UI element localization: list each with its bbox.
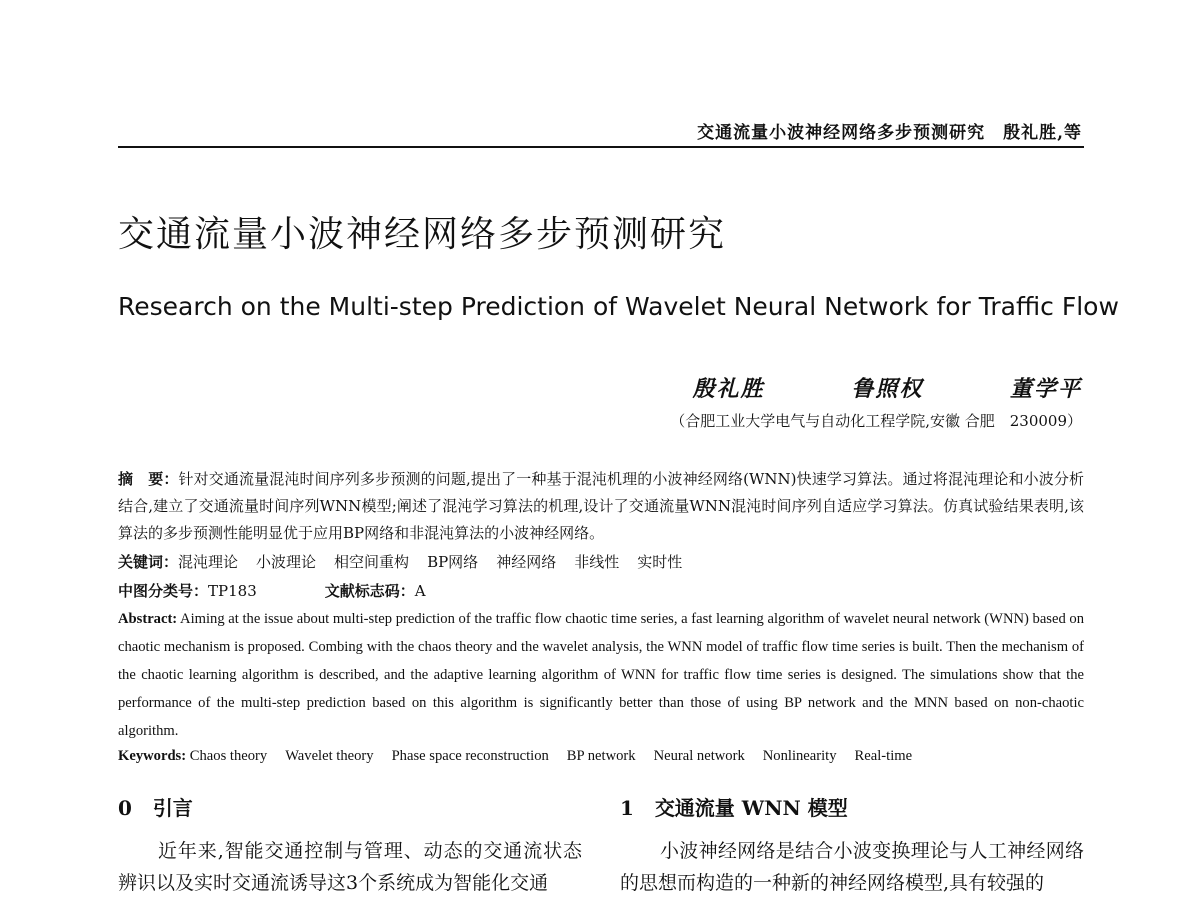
section-title: 交通流量 WNN 模型: [654, 796, 848, 820]
clc-label: 中图分类号：: [118, 582, 209, 600]
body-text-left-column: 近年来,智能交通控制与管理、动态的交通流状态辨识以及实时交通流诱导这3个系统成为智能化交通: [118, 840, 582, 894]
header-rule: [118, 146, 1084, 148]
keyword-en: BP network: [566, 748, 636, 764]
abstract-en-text: Aiming at the issue about multi-step prediction of the traffic flow chaotic time series, a fast learning algorithm of wavelet neural network (WNN) based on chaotic mechanism is proposed. Combing with the chaos theory and the wavelet analysis, the WNN model of traffic flow time series is built. Then the mechanism of the chaotic learning algorithm is described, and the adaptive learning algorithm of WNN for traffic flow time series is designed. The simulations show that the performance of the multi-step prediction based on this algorithm is significantly better than those of using BP network and the MNN based on non-chaotic algorithm.: [118, 611, 1085, 739]
keyword-cn: 非线性: [574, 553, 620, 571]
section-title: 引言: [152, 796, 193, 820]
author-2: 鲁照权: [851, 376, 924, 402]
section-heading-wnn-model: [620, 792, 848, 821]
abstract-cn-label: 摘 要：: [118, 470, 179, 488]
keyword-en: Chaos theory: [189, 748, 268, 764]
affiliation: （合肥工业大学电气与自动化工程学院,安徽 合肥 230009）: [670, 412, 1082, 430]
section-number: 1: [620, 796, 634, 820]
section-number: 0: [118, 796, 132, 820]
abstract-cn-text: 针对交通流量混沌时间序列多步预测的问题,提出了一种基于混沌机理的小波神经网络(WNN)快速学习算法。通过将混沌理论和小波分析结合,建立了交通流量时间序列WNN模型;阐述了混沌学习算法的机理,设计了交通流量WNN混沌时间序列自适应学习算法。仿真试验结果表明,该算法的多步预测性能明显优于应用BP网络和非混沌算法的小波神经网络。: [118, 470, 1084, 542]
abstract-cn: [118, 466, 1084, 547]
keywords-en-label: Keywords:: [118, 748, 187, 764]
keyword-cn: 神经网络: [496, 553, 557, 571]
section-heading-introduction: [118, 792, 193, 821]
keyword-cn: 实时性: [637, 553, 683, 571]
running-head: 交通流量小波神经网络多步预测研究 殷礼胜,等: [697, 123, 1082, 143]
authors: [693, 372, 1082, 403]
abstract-en: [118, 605, 1084, 745]
title-cn: 交通流量小波神经网络多步预测研究: [118, 214, 727, 255]
keyword-cn: 小波理论: [256, 553, 317, 571]
keywords-en: [118, 748, 912, 765]
abstract-en-label: Abstract:: [118, 611, 178, 627]
keyword-en: Neural network: [653, 748, 745, 764]
classification-line: [118, 580, 426, 601]
author-3: 董学平: [1009, 376, 1082, 402]
body-text-right-column: 小波神经网络是结合小波变换理论与人工神经网络的思想而构造的一种新的神经网络模型,具有较强的: [620, 840, 1084, 894]
keyword-cn: 相空间重构: [334, 553, 410, 571]
keyword-cn: 混沌理论: [178, 553, 239, 571]
doc-code-label: 文献标志码：: [324, 582, 415, 600]
keyword-en: Nonlinearity: [762, 748, 837, 764]
keywords-cn: [118, 551, 682, 572]
author-1: 殷礼胜: [692, 376, 765, 402]
keyword-en: Wavelet theory: [285, 748, 374, 764]
clc-value: TP183: [208, 582, 257, 600]
doc-code-value: A: [414, 582, 426, 600]
keyword-en: Real-time: [854, 748, 913, 764]
keyword-en: Phase space reconstruction: [391, 748, 549, 764]
title-en: Research on the Multi-step Prediction of Wavelet Neural Network for Traffic Flow: [118, 292, 1119, 321]
keywords-cn-label: 关键词：: [118, 553, 179, 571]
keyword-cn: BP网络: [427, 553, 479, 571]
